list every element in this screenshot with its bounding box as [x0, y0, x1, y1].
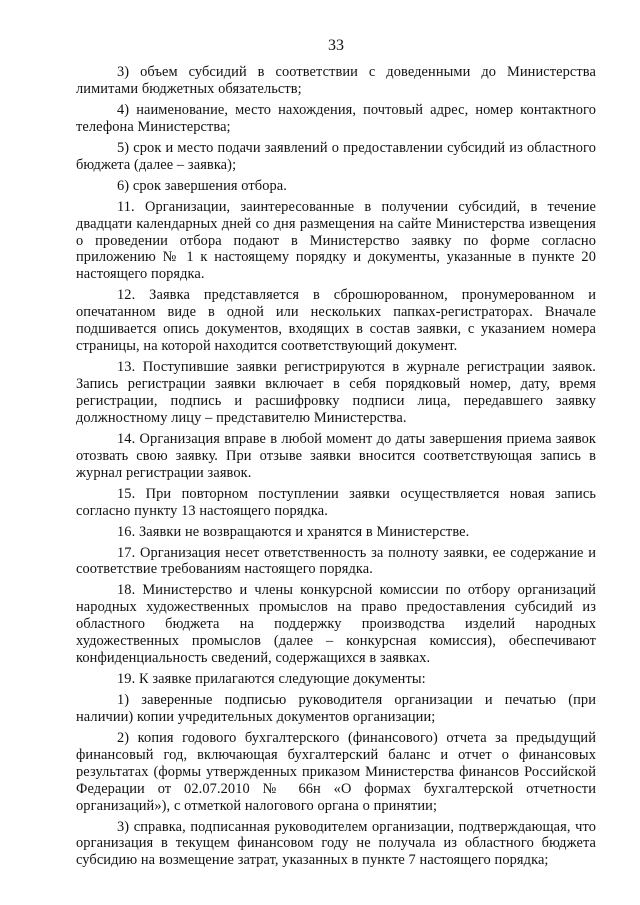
- paragraph-clause-17: 17. Организация несет ответственность за полноту заявки, ее содержание и соответствие требованиям настоящего порядка.: [76, 544, 596, 578]
- paragraph-clause-14: 14. Организация вправе в любой момент до даты завершения приема заявок отозвать свою заявку. При отзыве заявки вносится соответствующая запись в журнал регистрации заявок.: [76, 430, 596, 481]
- paragraph-clause-18: 18. Министерство и члены конкурсной комиссии по отбору организаций народных художественных промыслов на право предоставления субсидий из областного бюджета на поддержку производства изделий народных художественных промыслов (далее – конкурсная комиссия), обеспечивают конфиденциальность сведений, содержащихся в заявках.: [76, 582, 596, 667]
- paragraph-item-4: 4) наименование, место нахождения, почтовый адрес, номер контактного телефона Министерства;: [76, 101, 596, 135]
- paragraph-clause-16: 16. Заявки не возвращаются и хранятся в Министерстве.: [117, 523, 470, 540]
- paragraph-clause-12: 12. Заявка представляется в сброшюрованном, пронумерованном и опечатанном виде в одной или нескольких папках-регистраторах. Вначале подшивается опись документов, входящих в состав заявки, с указанием номера страницы, на которой находится соответствующий документ.: [76, 287, 596, 355]
- paragraph-clause-11: 11. Организации, заинтересованные в получении субсидий, в течение двадцати календарных дней со дня размещения на сайте Министерства извещения о проведении отбора подают в Министерство заявку по форме согласно приложению № 1 к настоящему порядку и документы, указанные в пункте 20 настоящего порядка.: [76, 198, 596, 283]
- paragraph-doc-item-1: 1) заверенные подписью руководителя организации и печатью (при наличии) копии учредительных документов организации;: [76, 692, 596, 725]
- paragraph-clause-13: 13. Поступившие заявки регистрируются в журнале регистрации заявок. Запись регистрации заявки включает в себя порядковый номер, дату, время регистрации, подпись и расшифровку подписи лица, передавшего заявку должностному лицу – представителю Министерства.: [76, 359, 596, 426]
- paragraph-doc-item-2: 2) копия годового бухгалтерского (финансового) отчета за предыдущий финансовый год, включающая бухгалтерский баланс и отчет о финансовых результатах (формы утвержденных приказом Министерства финансов Российской Федерации от 02.07.2010 № 66н «О формах бухгалтерской отчетности организаций»), с отметкой налогового органа о принятии;: [76, 729, 596, 814]
- paragraph-item-5: 5) срок и место подачи заявлений о предоставлении субсидий из областного бюджета (далее – заявка);: [76, 139, 596, 173]
- paragraph-item-3: 3) объем субсидий в соответствии с доведенными до Министерства лимитами бюджетных обязательств;: [76, 64, 596, 97]
- page-number: 33: [328, 37, 344, 54]
- paragraph-doc-item-3: 3) справка, подписанная руководителем организации, подтверждающая, что организация в текущем финансовом году не получала из областного бюджета субсидию на возмещение затрат, указанных в пункте 7 настоящего порядка;: [76, 818, 596, 869]
- paragraph-clause-19: 19. К заявке прилагаются следующие документы:: [117, 671, 426, 688]
- paragraph-item-6: 6) срок завершения отбора.: [117, 177, 287, 194]
- paragraph-clause-15: 15. При повторном поступлении заявки осуществляется новая запись согласно пункту 13 настоящего порядка.: [76, 485, 596, 519]
